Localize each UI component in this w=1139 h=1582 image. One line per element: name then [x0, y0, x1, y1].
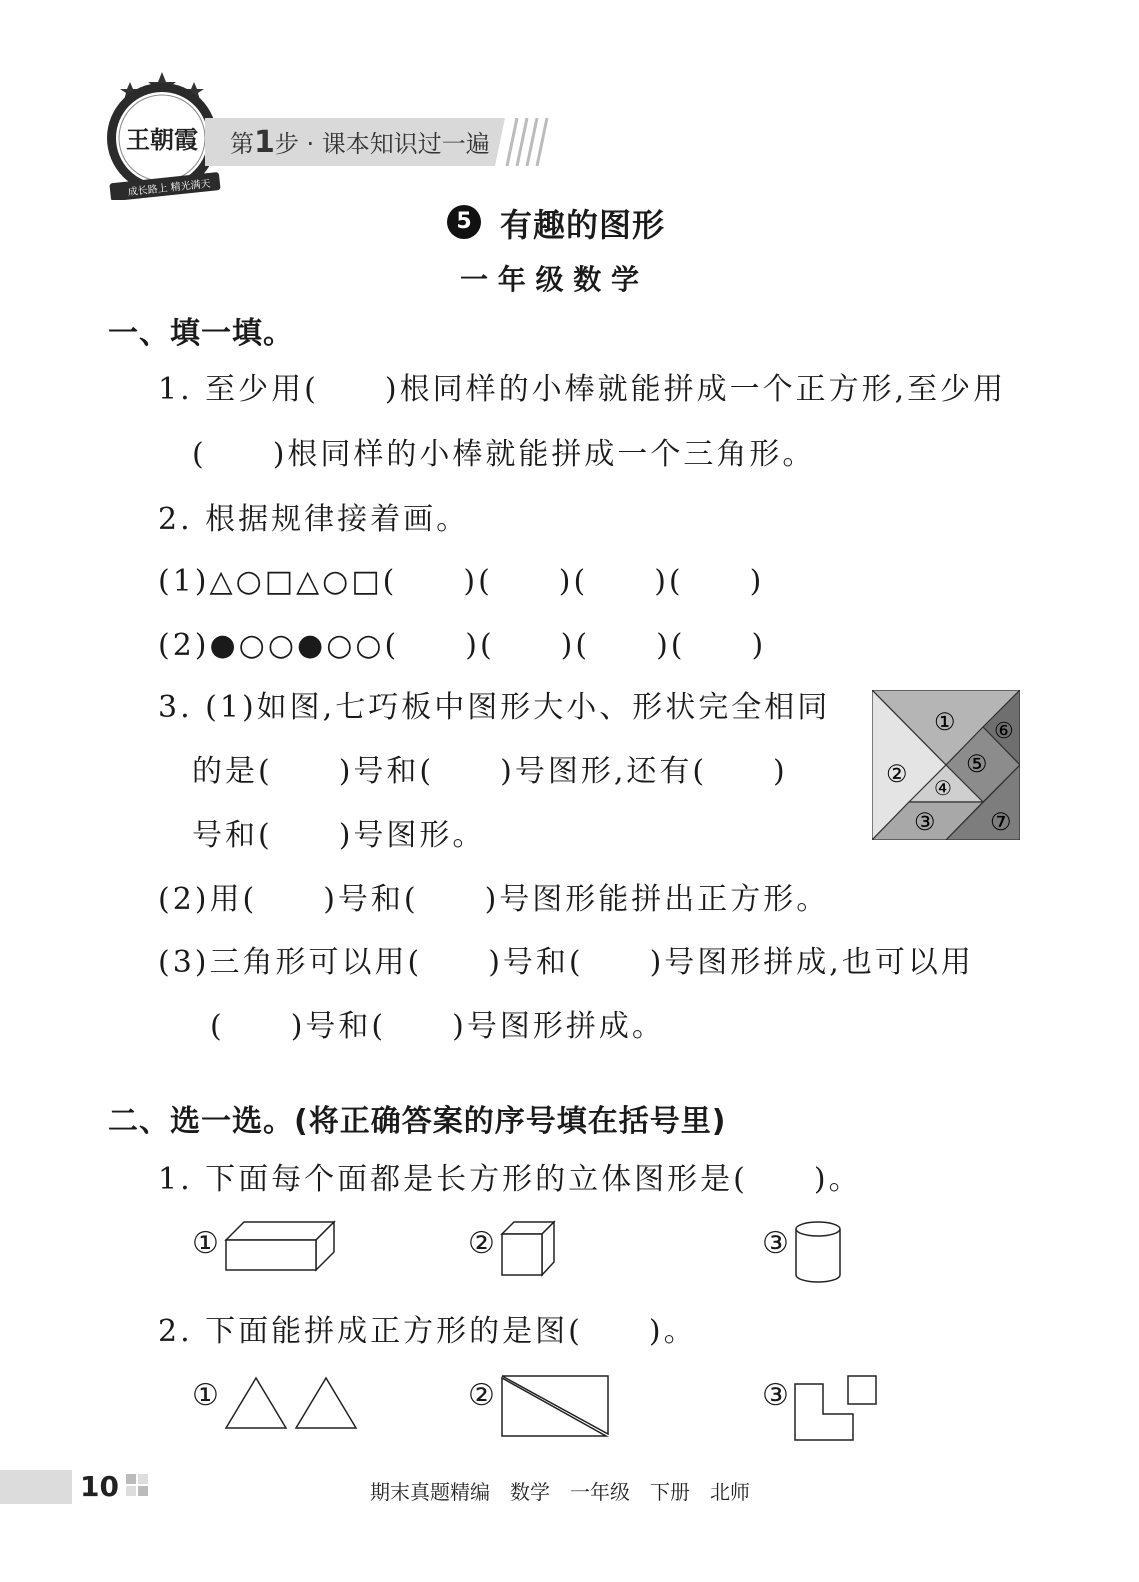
page-subtitle: 一 年 级 数 学: [460, 263, 639, 296]
q3-2-text: (2)用( )号和( )号图形能拼出正方形。: [158, 882, 830, 917]
split-rectangle-figure: [500, 1374, 612, 1438]
q1-line2: ( )根同样的小棒就能拼成一个三角形。: [192, 437, 816, 472]
footer-squares-icon: [126, 1474, 150, 1502]
q3-1-line2: 的是( )号和( )号图形,还有( ): [192, 754, 788, 789]
q1-line1: 1. 至少用( )根同样的小棒就能拼成一个正方形,至少用: [158, 372, 1007, 407]
step-banner: [205, 118, 555, 166]
logo-name: 王朝霞: [126, 126, 198, 154]
q3-3-line1: (3)三角形可以用( )号和( )号图形拼成,也可以用: [158, 945, 974, 980]
s2-q2-text: 2. 下面能拼成正方形的是图( )。: [158, 1314, 697, 1349]
page-title: 有趣的图形: [500, 206, 666, 244]
s2-q1-option3-label: ③: [762, 1226, 789, 1261]
q3-3-line2: ( )号和( )号图形拼成。: [210, 1009, 665, 1044]
tangram-figure: [872, 690, 1020, 840]
tangram-label-2: ②: [886, 760, 908, 788]
s2-q1-option2-label: ②: [468, 1226, 495, 1261]
s2-q1-text: 1. 下面每个面都是长方形的立体图形是( )。: [158, 1162, 862, 1197]
tangram-label-3: ③: [914, 808, 936, 836]
step-number: 1: [254, 125, 275, 160]
logo-ribbon-text: 成长路上 精光满天: [127, 178, 212, 199]
tangram-label-1: ①: [934, 708, 956, 736]
section1-heading: 一、填一填。: [108, 316, 294, 351]
s2-q2-option2-label: ②: [468, 1378, 495, 1413]
q3-1-line1: 3. (1)如图,七巧板中图形大小、形状完全相同: [158, 690, 831, 725]
section2-heading: 二、选一选。(将正确答案的序号填在括号里): [108, 1104, 727, 1139]
cylinder-figure: [793, 1220, 843, 1284]
q2-2-sequence: (2)●○○●○○( )( )( )( ): [158, 628, 767, 663]
q2-1-sequence: (1)△○□△○□( )( )( )( ): [158, 564, 765, 599]
q3-1-line3: 号和( )号图形。: [192, 818, 486, 853]
tangram-label-6: ⑥: [994, 719, 1014, 744]
s2-q2-option1-label: ①: [192, 1378, 219, 1413]
s2-q1-option1-label: ①: [192, 1226, 219, 1261]
step-label: 第1步 · 课本知识过一遍: [230, 125, 490, 160]
footer-bar: [0, 1470, 72, 1504]
page-number: 10: [80, 1470, 119, 1503]
two-triangles-figure: [224, 1374, 360, 1430]
book-info: 期末真题精编 数学 一年级 下册 北师: [370, 1480, 750, 1504]
tangram-label-5: ⑤: [966, 750, 988, 778]
q2-text: 2. 根据规律接着画。: [158, 502, 470, 537]
l-shape-and-square-figure: [793, 1374, 881, 1444]
s2-q2-option3-label: ③: [762, 1378, 789, 1413]
cuboid-figure: [224, 1220, 336, 1272]
tangram-label-7: ⑦: [990, 808, 1012, 836]
cube-figure: [500, 1220, 556, 1278]
tangram-label-4: ④: [934, 776, 952, 800]
lesson-number-badge: 5: [447, 205, 481, 239]
